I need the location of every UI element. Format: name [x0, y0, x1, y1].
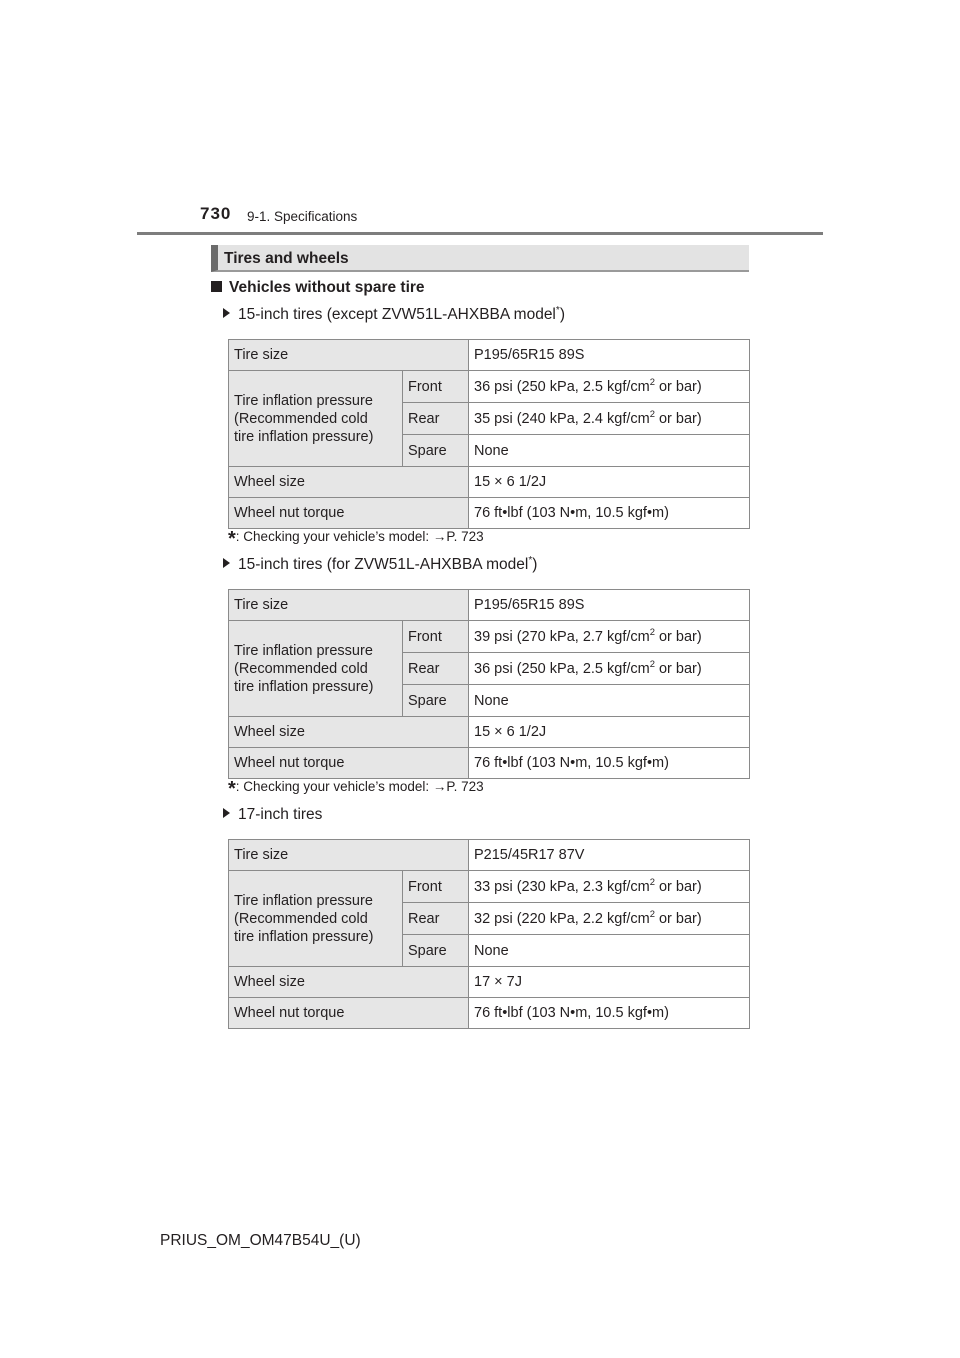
- table2-heading: [223, 556, 537, 574]
- front-pressure-text: 36 psi (250 kPa, 2.5 kgf/cm: [474, 378, 650, 395]
- wheel-nut-torque-label: Wheel nut torque: [229, 498, 469, 529]
- superscript: 2: [649, 875, 655, 887]
- wheel-nut-torque-label: Wheel nut torque: [229, 998, 469, 1029]
- unit-suffix: or bar): [654, 410, 702, 427]
- table1-heading: [223, 306, 565, 324]
- rear-pressure-value: [469, 653, 750, 685]
- table1-heading-text: 15-inch tires (except ZVW51L-AHXBBA model: [238, 306, 556, 323]
- subsection-title-text: Vehicles without spare tire: [229, 279, 425, 296]
- rear-label: Rear: [403, 903, 469, 935]
- asterisk-mark: *: [555, 304, 560, 316]
- rear-pressure-text: 32 psi (220 kPa, 2.2 kgf/cm: [474, 910, 650, 927]
- rear-label: Rear: [403, 653, 469, 685]
- wheel-size-label: Wheel size: [229, 467, 469, 498]
- triangle-bullet-icon: [223, 808, 230, 818]
- pressure-label-line: tire inflation pressure): [234, 678, 374, 695]
- front-label: Front: [403, 871, 469, 903]
- pressure-label-line: Tire inflation pressure: [234, 642, 373, 659]
- wheel-nut-torque-value: 76 ft•lbf (103 N•m, 10.5 kgf•m): [469, 498, 750, 529]
- pressure-label: [229, 621, 403, 717]
- tire-size-label: Tire size: [229, 340, 469, 371]
- table3-heading: [223, 806, 322, 824]
- tire-size-label: Tire size: [229, 590, 469, 621]
- rear-pressure-text: 36 psi (250 kPa, 2.5 kgf/cm: [474, 660, 650, 677]
- table-row: [229, 840, 750, 871]
- tire-size-label: Tire size: [229, 840, 469, 871]
- pressure-label-line: (Recommended cold: [234, 410, 368, 427]
- superscript: 2: [649, 907, 655, 919]
- front-pressure-value: [469, 371, 750, 403]
- spare-value: None: [469, 435, 750, 467]
- rear-pressure-text: 35 psi (240 kPa, 2.4 kgf/cm: [474, 410, 650, 427]
- table-row: [229, 748, 750, 779]
- rear-label: Rear: [403, 403, 469, 435]
- unit-suffix: or bar): [654, 628, 702, 645]
- table-row: [229, 467, 750, 498]
- tire-size-value: P195/65R15 89S: [469, 340, 750, 371]
- pressure-label-line: (Recommended cold: [234, 660, 368, 677]
- wheel-nut-torque-label: Wheel nut torque: [229, 748, 469, 779]
- spare-value: None: [469, 685, 750, 717]
- table-row: [229, 590, 750, 621]
- front-label: Front: [403, 371, 469, 403]
- subsection-title: [211, 279, 425, 297]
- front-label: Front: [403, 621, 469, 653]
- superscript: 2: [649, 407, 655, 419]
- asterisk-mark: *: [228, 778, 236, 800]
- footnote-1-text: : Checking your vehicle’s model: →P. 723: [235, 529, 484, 544]
- footnote-1: [228, 528, 484, 551]
- asterisk-mark: *: [528, 554, 533, 566]
- wheel-nut-torque-value: 76 ft•lbf (103 N•m, 10.5 kgf•m): [469, 748, 750, 779]
- table-row: [229, 967, 750, 998]
- table-row: [229, 717, 750, 748]
- pressure-label: [229, 871, 403, 967]
- unit-suffix: or bar): [654, 878, 702, 895]
- tire-spec-table-3: [228, 839, 750, 1029]
- table-row: [229, 871, 750, 903]
- wheel-nut-torque-value: 76 ft•lbf (103 N•m, 10.5 kgf•m): [469, 998, 750, 1029]
- rear-pressure-value: [469, 403, 750, 435]
- front-pressure-text: 39 psi (270 kPa, 2.7 kgf/cm: [474, 628, 650, 645]
- document-id: PRIUS_OM_OM47B54U_(U): [160, 1232, 361, 1249]
- table-row: [229, 498, 750, 529]
- pressure-label-line: Tire inflation pressure: [234, 892, 373, 909]
- tire-size-value: P215/45R17 87V: [469, 840, 750, 871]
- pressure-label-line: tire inflation pressure): [234, 928, 374, 945]
- wheel-size-value: 15 × 6 1/2J: [469, 717, 750, 748]
- tire-spec-table-1: [228, 339, 750, 529]
- pressure-label: [229, 371, 403, 467]
- footnote-2: [228, 778, 484, 801]
- table-row: [229, 621, 750, 653]
- header-rule: [137, 232, 823, 235]
- pressure-label-line: Tire inflation pressure: [234, 392, 373, 409]
- asterisk-mark: *: [228, 528, 236, 550]
- unit-suffix: or bar): [654, 660, 702, 677]
- footnote-2-text: : Checking your vehicle’s model: →P. 723: [235, 779, 484, 794]
- triangle-bullet-icon: [223, 308, 230, 318]
- table2-heading-close: ): [532, 556, 538, 573]
- spare-value: None: [469, 935, 750, 967]
- section-breadcrumb: 9-1. Specifications: [247, 209, 358, 224]
- pressure-label-line: tire inflation pressure): [234, 428, 374, 445]
- spare-label: Spare: [403, 435, 469, 467]
- table-row: [229, 371, 750, 403]
- wheel-size-label: Wheel size: [229, 717, 469, 748]
- tire-spec-table-2: [228, 589, 750, 779]
- rear-pressure-value: [469, 903, 750, 935]
- pressure-label-line: (Recommended cold: [234, 910, 368, 927]
- superscript: 2: [649, 657, 655, 669]
- table3-heading-text: 17-inch tires: [238, 806, 323, 823]
- spare-label: Spare: [403, 935, 469, 967]
- wheel-size-value: 15 × 6 1/2J: [469, 467, 750, 498]
- table1-heading-close: ): [559, 306, 565, 323]
- section-title: Tires and wheels: [224, 250, 349, 267]
- page-number: 730: [200, 204, 232, 223]
- table-row: [229, 340, 750, 371]
- square-bullet-icon: [211, 281, 222, 292]
- wheel-size-value: 17 × 7J: [469, 967, 750, 998]
- wheel-size-label: Wheel size: [229, 967, 469, 998]
- front-pressure-value: [469, 871, 750, 903]
- superscript: 2: [649, 375, 655, 387]
- unit-suffix: or bar): [654, 378, 702, 395]
- front-pressure-text: 33 psi (230 kPa, 2.3 kgf/cm: [474, 878, 650, 895]
- triangle-bullet-icon: [223, 558, 230, 568]
- spare-label: Spare: [403, 685, 469, 717]
- front-pressure-value: [469, 621, 750, 653]
- section-title-bar: [211, 245, 749, 272]
- table2-heading-text: 15-inch tires (for ZVW51L-AHXBBA model: [238, 556, 529, 573]
- superscript: 2: [649, 625, 655, 637]
- table-row: [229, 998, 750, 1029]
- unit-suffix: or bar): [654, 910, 702, 927]
- tire-size-value: P195/65R15 89S: [469, 590, 750, 621]
